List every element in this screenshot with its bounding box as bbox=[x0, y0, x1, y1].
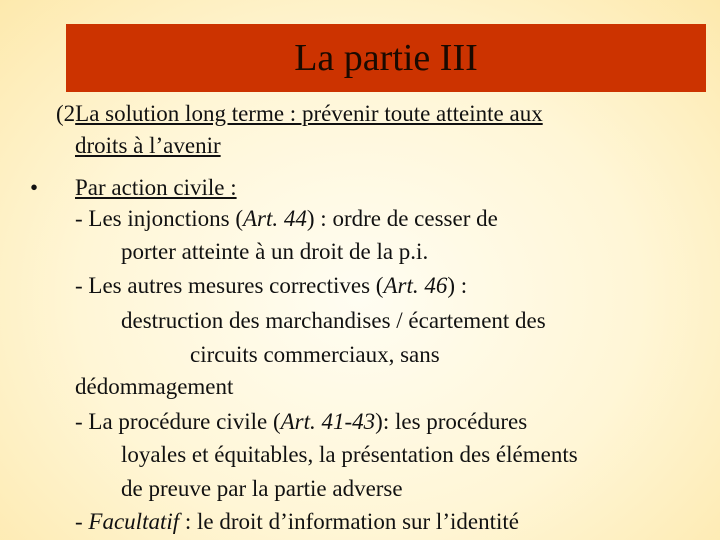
bullet-label-text: Par action civile : bbox=[75, 175, 237, 200]
subtitle-line-2 bbox=[75, 132, 221, 160]
slide-title: La partie III bbox=[294, 37, 478, 79]
item-procedure-ref: Art. 41-43 bbox=[280, 409, 376, 434]
item-injonctions-ref: Art. 44 bbox=[243, 206, 307, 231]
item-procedure-cont-2: de preuve par la partie adverse bbox=[121, 476, 403, 501]
item-injonctions-pre: - Les injonctions ( bbox=[75, 206, 243, 231]
subtitle-text-2: droits à l’avenir bbox=[75, 133, 221, 158]
item-mesures-ref: Art. 46 bbox=[383, 273, 448, 298]
item-mesures-pre: - Les autres mesures correctives ( bbox=[75, 273, 384, 298]
bullet-icon: • bbox=[30, 175, 39, 200]
subtitle-prefix: (2 bbox=[56, 101, 76, 126]
item-procedure-post: ): les procédures bbox=[375, 409, 528, 434]
item-facultatif-pre: - bbox=[75, 509, 89, 534]
subtitle-line-1 bbox=[56, 100, 543, 128]
subtitle-text-1: La solution long terme : prévenir toute atteinte aux bbox=[75, 101, 543, 126]
bullet-label bbox=[75, 174, 237, 202]
item-mesures bbox=[75, 272, 467, 300]
item-injonctions-cont: porter atteinte à un droit de la p.i. bbox=[121, 239, 429, 264]
item-injonctions bbox=[75, 205, 498, 233]
item-mesures-cont-3: dédommagement bbox=[75, 374, 234, 399]
item-facultatif bbox=[75, 508, 519, 536]
item-mesures-cont-1: destruction des marchandises / écartement des bbox=[121, 308, 546, 333]
item-procedure-cont-1: loyales et équitables, la présentation des éléments bbox=[121, 442, 578, 467]
item-facultatif-post: : le droit d’information sur l’identité bbox=[179, 509, 519, 534]
item-procedure bbox=[75, 408, 527, 436]
item-mesures-post: ) : bbox=[447, 273, 468, 298]
item-facultatif-ref: Facultatif bbox=[88, 509, 180, 534]
item-procedure-pre: - La procédure civile ( bbox=[75, 409, 281, 434]
item-mesures-cont-2: circuits commerciaux, sans bbox=[190, 342, 440, 367]
title-bar bbox=[66, 24, 706, 92]
item-injonctions-post: ) : ordre de cesser de bbox=[306, 206, 498, 231]
